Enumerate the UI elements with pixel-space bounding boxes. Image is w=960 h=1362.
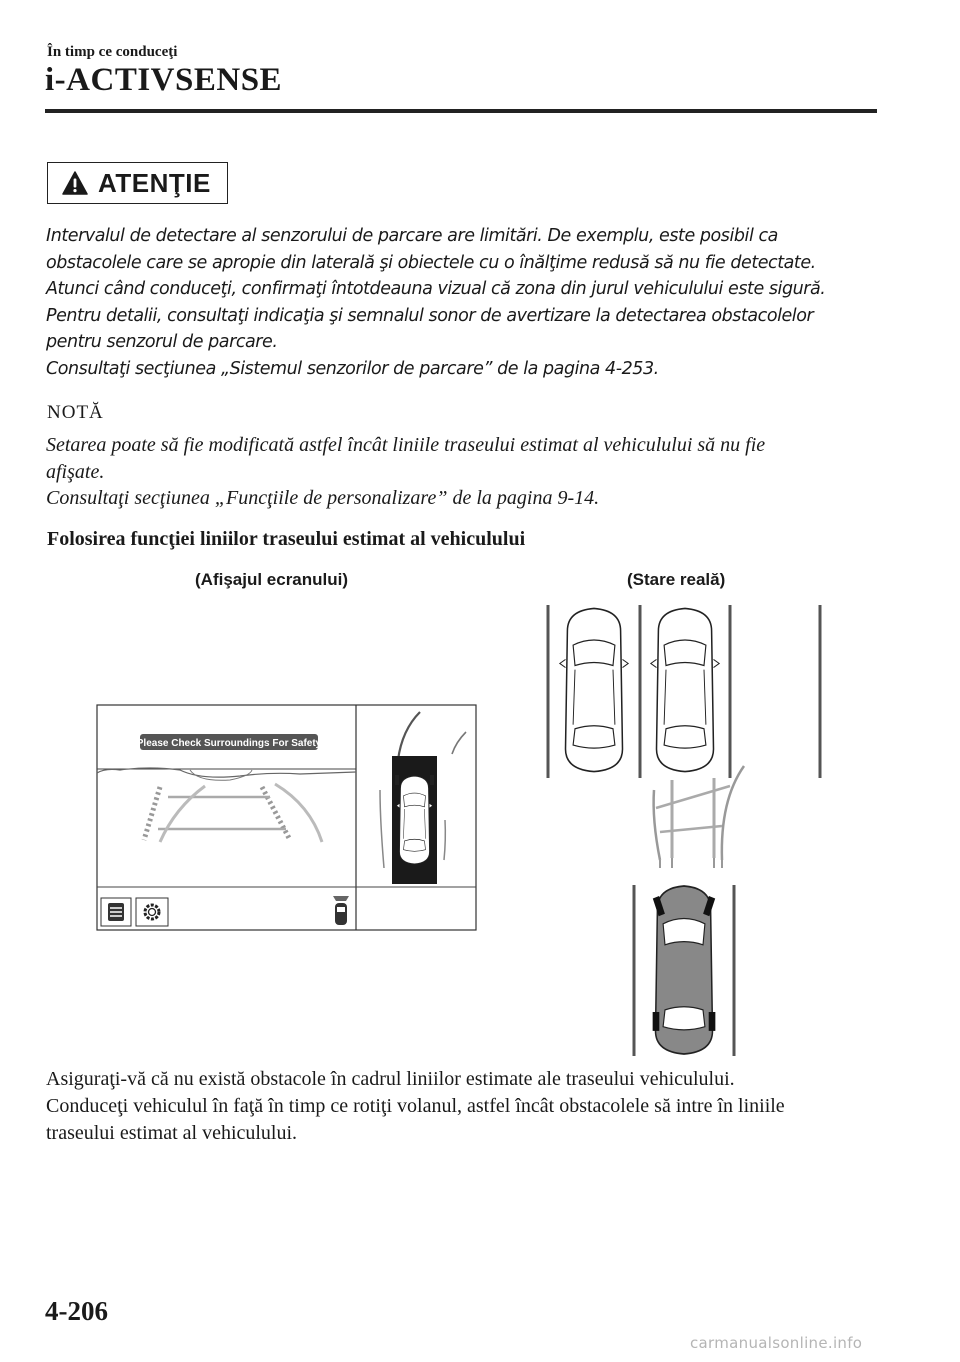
note-text: [46, 432, 896, 512]
caution-box: [47, 162, 228, 204]
note-title: NOTĂ: [47, 402, 104, 423]
real-situation: [548, 605, 820, 1056]
body-line: Asiguraţi-vă că nu există obstacole în cadrul liniilor estimate ale traseului vehiculului.: [46, 1068, 735, 1090]
chapter-title: i-ACTIVSENSE: [45, 62, 283, 98]
caution-text: [46, 223, 896, 382]
screen-display: [97, 705, 476, 930]
caution-label: ATENŢIE: [98, 167, 211, 198]
body-line: traseului estimat al vehiculului.: [46, 1122, 298, 1144]
body-line: Conduceţi vehiculul în faţă în timp ce rotiţi volanul, astfel încât obstacolele să intre în liniile: [46, 1095, 785, 1117]
caution-line: pentru senzorul de parcare.: [46, 332, 278, 352]
caution-line: Intervalul de detectare al senzorului de parcare are limitări. De exemplu, este posibil ca: [46, 226, 778, 246]
caution-line: Atunci când conduceţi, confirmaţi întotdeauna vizual că zona din jurul vehiculului este sigură.: [46, 279, 826, 299]
screen-banner-text: Please Check Surroundings For Safety: [136, 738, 322, 749]
caution-line: obstacolele care se apropie din laterală şi obiectele cu o înălţime redusă să nu fie detectate.: [46, 252, 816, 273]
watermark: carmanualsonline.info: [690, 1334, 863, 1352]
parking-figure: [0, 590, 960, 1070]
section-label: În timp ce conduceţi: [47, 44, 178, 60]
note-line: Setarea poate să fie modificată astfel încât liniile traseului estimat al vehiculului să nu fie: [46, 434, 766, 456]
note-line: Consultaţi secţiunea „Funcţiile de personalizare” de la pagina 9-14.: [46, 487, 600, 509]
caution-line: Pentru detalii, consultaţi indicaţia şi semnalul sonor de avertizare la detectarea obstacolelor: [46, 305, 814, 326]
subheading: Folosirea funcţiei liniilor traseului estimat al vehiculului: [47, 528, 526, 550]
header-rule: [45, 109, 877, 113]
page-number: 4-206: [45, 1296, 108, 1326]
caution-line: Consultaţi secţiunea „Sistemul senzorilor de parcare” de la pagina 4-253.: [46, 358, 659, 379]
estimated-path-lines: [654, 766, 744, 868]
figure-label-screen: (Afişajul ecranului): [195, 570, 349, 589]
body-text: [46, 1066, 906, 1147]
note-line: afişate.: [46, 460, 105, 483]
view-switch-icon: [108, 903, 124, 921]
figure-label-real: (Stare reală): [627, 570, 726, 589]
warning-triangle-icon: [62, 171, 88, 195]
